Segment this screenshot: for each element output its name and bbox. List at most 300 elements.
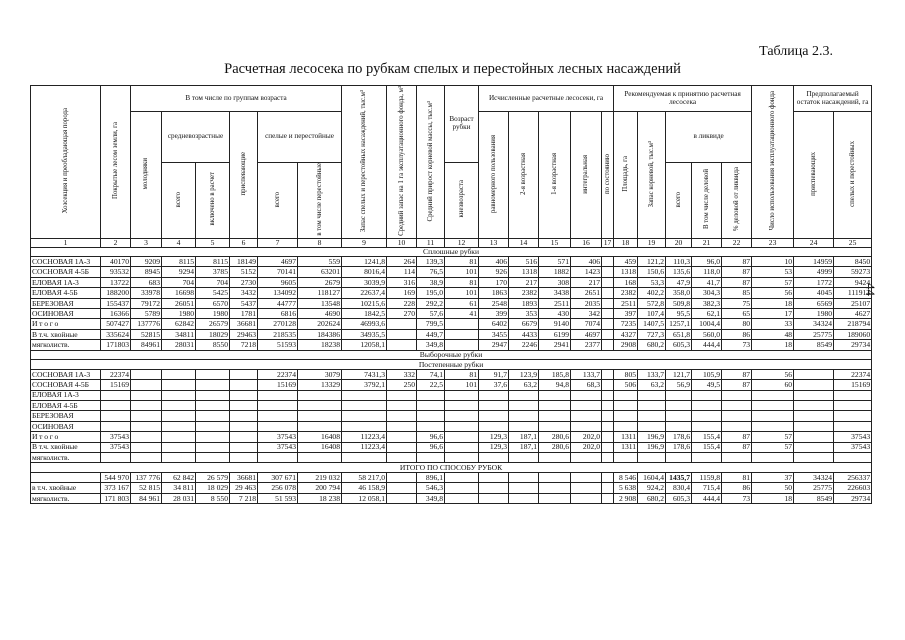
table-row: [31, 493, 872, 503]
table-cell: [387, 452, 417, 462]
table-cell: 37,6: [479, 380, 509, 390]
table-cell: 1980: [162, 309, 196, 319]
table-cell: 1004,4: [692, 319, 722, 329]
table-cell: [666, 390, 692, 400]
table-cell: [479, 390, 509, 400]
table-cell: [162, 452, 196, 462]
table-cell: [722, 421, 752, 431]
table-cell: 18029: [196, 329, 230, 339]
table-cell: 129,3: [479, 432, 509, 442]
table-cell: 9209: [131, 257, 162, 267]
table-cell: 4433: [509, 329, 539, 339]
table-cell: 353: [509, 309, 539, 319]
table-cell: 22637,4: [342, 288, 387, 298]
table-cell: 14959: [794, 257, 834, 267]
table-cell: 11223,4: [342, 442, 387, 452]
table-cell: 33: [752, 319, 794, 329]
table-cell: 50: [752, 483, 794, 493]
table-cell: 81: [445, 277, 479, 287]
table-cell: [258, 411, 298, 421]
table-cell: [752, 411, 794, 421]
table-cell: [794, 421, 834, 431]
table-cell: 200 794: [298, 483, 342, 493]
table-cell: 168: [614, 277, 638, 287]
table-cell: 2511: [539, 298, 571, 308]
col-header-19: Запас корневой, тыс.м³: [638, 112, 666, 239]
table-cell: [571, 483, 602, 493]
table-cell: [342, 390, 387, 400]
table-cell: 292,2: [417, 298, 445, 308]
col-header-1: Хозсекция и преобладающая порода: [31, 86, 101, 239]
col-header-14: 2-я возрастная: [509, 112, 539, 239]
table-row: [31, 421, 872, 431]
table-cell: [666, 452, 692, 462]
table-cell: 171803: [101, 340, 131, 350]
table-cell: 509,8: [666, 298, 692, 308]
table-row: [31, 277, 872, 287]
table-cell: [794, 452, 834, 462]
table-cell: [101, 411, 131, 421]
table-cell: 51 593: [258, 493, 298, 503]
col-header-18: Площадь, га: [614, 112, 638, 239]
table-cell: 6569: [794, 298, 834, 308]
table-cell: [479, 483, 509, 493]
column-number: 9: [342, 238, 387, 247]
table-cell: 3039,9: [342, 277, 387, 287]
table-cell: 107,4: [638, 309, 666, 319]
table-cell: 129,3: [479, 442, 509, 452]
table-cell: [342, 411, 387, 421]
table-cell: 5789: [131, 309, 162, 319]
table-cell: 1980: [794, 309, 834, 319]
table-cell: 87: [722, 442, 752, 452]
table-cell: [342, 400, 387, 410]
table-cell: 34324: [794, 319, 834, 329]
table-cell: 25775: [794, 483, 834, 493]
table-cell: 34 811: [162, 483, 196, 493]
table-cell: [417, 400, 445, 410]
table-cell: 49,5: [692, 380, 722, 390]
table-cell: 28031: [162, 340, 196, 350]
table-cell: 196,9: [638, 442, 666, 452]
table-cell: 94,8: [539, 380, 571, 390]
column-number-row: [31, 238, 872, 247]
table-cell: 65: [722, 309, 752, 319]
table-cell: 358,0: [666, 288, 692, 298]
table-cell: 87: [722, 277, 752, 287]
table-cell: 123,9: [509, 369, 539, 379]
table-cell: 34935,5: [342, 329, 387, 339]
mid-age-header: средневозрастные: [162, 112, 230, 163]
table-cell: [692, 390, 722, 400]
table-cell: 58 217,0: [342, 472, 387, 482]
table-cell: 133,7: [638, 369, 666, 379]
table-cell: 187,1: [509, 432, 539, 442]
table-cell: [509, 400, 539, 410]
table-cell: 26579: [196, 319, 230, 329]
table-cell: [834, 400, 872, 410]
table-cell: 84 961: [131, 493, 162, 503]
table-cell: 22374: [101, 369, 131, 379]
table-cell: 56: [752, 369, 794, 379]
table-cell: 8549: [794, 493, 834, 503]
table-cell: [417, 421, 445, 431]
table-cell: 169: [387, 288, 417, 298]
table-cell: [298, 411, 342, 421]
table-cell: 459: [614, 257, 638, 267]
table-cell: [539, 493, 571, 503]
table-cell: [602, 472, 614, 482]
column-number: 10: [387, 238, 417, 247]
table-cell: 6679: [509, 319, 539, 329]
table-cell: [571, 411, 602, 421]
table-cell: 29463: [230, 329, 258, 339]
table-cell: [602, 288, 614, 298]
table-cell: 57: [752, 432, 794, 442]
table-cell: [196, 400, 230, 410]
col-header-10: Средний запас на 1 га эксплуатационного фонда, м³: [387, 86, 417, 239]
table-cell: 184386: [298, 329, 342, 339]
table-cell: [571, 400, 602, 410]
table-cell: 57,6: [417, 309, 445, 319]
table-cell: 1781: [230, 309, 258, 319]
table-cell: [258, 452, 298, 462]
table-cell: 62842: [162, 319, 196, 329]
table-cell: 3792,1: [342, 380, 387, 390]
table-cell: 1980: [196, 309, 230, 319]
table-cell: [479, 411, 509, 421]
table-cell: [666, 400, 692, 410]
table-cell: 133,7: [571, 369, 602, 379]
table-cell: 5437: [230, 298, 258, 308]
table-cell: 6570: [196, 298, 230, 308]
table-row: [31, 298, 872, 308]
table-cell: 2651: [571, 288, 602, 298]
table-cell: [479, 472, 509, 482]
table-cell: 202,0: [571, 442, 602, 452]
row-label: ОСИНОВАЯ: [31, 421, 101, 431]
table-cell: 8016,4: [342, 267, 387, 277]
table-cell: 26051: [162, 298, 196, 308]
table-cell: 218794: [834, 319, 872, 329]
row-label: ЕЛОВАЯ 4-5Б: [31, 400, 101, 410]
table-cell: 37543: [258, 432, 298, 442]
table-cell: [101, 390, 131, 400]
table-cell: 53,3: [638, 277, 666, 287]
table-row: [31, 432, 872, 442]
table-cell: [602, 390, 614, 400]
table-cell: [509, 493, 539, 503]
table-cell: 96,6: [417, 442, 445, 452]
table-cell: 155437: [101, 298, 131, 308]
table-cell: [387, 411, 417, 421]
column-number: 20: [666, 238, 692, 247]
table-cell: [342, 452, 387, 462]
table-cell: [794, 411, 834, 421]
table-cell: [298, 452, 342, 462]
table-cell: [834, 452, 872, 462]
table-cell: 280,6: [539, 432, 571, 442]
table-cell: 37: [752, 472, 794, 482]
table-cell: 170: [479, 277, 509, 287]
table-cell: 605,3: [666, 493, 692, 503]
table-cell: [131, 400, 162, 410]
table-cell: 6199: [539, 329, 571, 339]
table-cell: [342, 421, 387, 431]
table-cell: [445, 329, 479, 339]
table-cell: 335624: [101, 329, 131, 339]
table-cell: 86: [722, 483, 752, 493]
table-cell: [834, 411, 872, 421]
table-cell: [752, 390, 794, 400]
table-cell: 1159,8: [692, 472, 722, 482]
col-header-24: приспевающих: [794, 112, 834, 239]
table-cell: 256337: [834, 472, 872, 482]
table-cell: 74,1: [417, 369, 445, 379]
table-cell: 68,3: [571, 380, 602, 390]
table-cell: 507427: [101, 319, 131, 329]
table-cell: [722, 400, 752, 410]
table-cell: 171 803: [101, 493, 131, 503]
col-header-25: спелых и перестойных: [834, 112, 872, 239]
table-cell: 62 842: [162, 472, 196, 482]
ripe-header: спелые и перестойные: [258, 112, 342, 163]
row-label: СОСНОВАЯ 4-5Б: [31, 380, 101, 390]
table-label: Таблица 2.3.: [759, 44, 833, 59]
table-cell: 402,2: [638, 288, 666, 298]
table-row: [31, 390, 872, 400]
table-cell: 118127: [298, 288, 342, 298]
table-cell: 397: [614, 309, 638, 319]
table-cell: 189060: [834, 329, 872, 339]
table-cell: 8450: [834, 257, 872, 267]
column-number: 6: [230, 238, 258, 247]
table-cell: 26 579: [196, 472, 230, 482]
table-cell: [131, 390, 162, 400]
table-cell: [602, 257, 614, 267]
table-cell: 264: [387, 257, 417, 267]
table-cell: 53: [752, 267, 794, 277]
table-cell: 73: [722, 493, 752, 503]
table-cell: 48: [752, 329, 794, 339]
table-cell: [692, 411, 722, 421]
table-cell: 63201: [298, 267, 342, 277]
table-cell: [602, 400, 614, 410]
table-cell: [196, 452, 230, 462]
table-cell: 134092: [258, 288, 298, 298]
table-cell: 8115: [196, 257, 230, 267]
calc-header: Исчисленные расчетные лесосеки, га: [479, 86, 614, 112]
table-cell: [387, 390, 417, 400]
table-row: [31, 340, 872, 350]
section-title: Постепенные рубки: [31, 360, 872, 370]
table-cell: 308: [539, 277, 571, 287]
table-cell: 444,4: [692, 340, 722, 350]
page-number: 44: [863, 283, 878, 296]
table-cell: [614, 421, 638, 431]
table-cell: 95,5: [666, 309, 692, 319]
age-logging-header: Возраст рубки: [445, 86, 479, 163]
table-cell: [602, 277, 614, 287]
table-cell: [602, 380, 614, 390]
table-cell: [602, 267, 614, 277]
table-cell: [752, 400, 794, 410]
table-cell: 704: [162, 277, 196, 287]
row-label: СОСНОВАЯ 4-5Б: [31, 267, 101, 277]
table-cell: 63,2: [509, 380, 539, 390]
table-cell: [196, 432, 230, 442]
table-cell: 13722: [101, 277, 131, 287]
table-cell: [162, 442, 196, 452]
table-cell: 56,9: [666, 380, 692, 390]
table-cell: 51593: [258, 340, 298, 350]
table-cell: [445, 493, 479, 503]
table-cell: 8945: [131, 267, 162, 277]
column-number: 4: [162, 238, 196, 247]
table-cell: [539, 400, 571, 410]
table-cell: 121,7: [666, 369, 692, 379]
table-cell: [445, 400, 479, 410]
table-cell: [539, 452, 571, 462]
table-cell: [602, 340, 614, 350]
table-cell: 830,4: [666, 483, 692, 493]
table-cell: 572,8: [638, 298, 666, 308]
table-cell: [445, 340, 479, 350]
table-cell: 3079: [298, 369, 342, 379]
table-cell: 2548: [479, 298, 509, 308]
recommended-header: Рекомендуемая к принятию расчетная лесосека: [614, 86, 752, 112]
table-cell: 29 463: [230, 483, 258, 493]
table-cell: 399: [479, 309, 509, 319]
table-cell: 406: [479, 257, 509, 267]
table-cell: [387, 442, 417, 452]
table-cell: 121,2: [638, 257, 666, 267]
table-cell: 349,8: [417, 340, 445, 350]
section-title: Сплошные рубки: [31, 247, 872, 257]
table-cell: [445, 442, 479, 452]
table-cell: 1893: [509, 298, 539, 308]
table-cell: 680,2: [638, 493, 666, 503]
section-row: [31, 360, 872, 370]
table-cell: 217: [571, 277, 602, 287]
table-cell: 18 238: [298, 493, 342, 503]
table-cell: [230, 442, 258, 452]
table-cell: [387, 400, 417, 410]
row-label: [31, 472, 101, 482]
table-row: [31, 483, 872, 493]
table-cell: [230, 432, 258, 442]
table-cell: 25107: [834, 298, 872, 308]
table-cell: [602, 309, 614, 319]
table-cell: [162, 432, 196, 442]
table-cell: 5152: [230, 267, 258, 277]
table-cell: 73: [722, 340, 752, 350]
table-cell: 9605: [258, 277, 298, 287]
table-cell: [602, 493, 614, 503]
table-cell: [722, 390, 752, 400]
table-cell: [230, 400, 258, 410]
table-cell: [752, 421, 794, 431]
table-cell: [692, 452, 722, 462]
table-cell: [602, 298, 614, 308]
row-label: В т.ч. хвойные: [31, 329, 101, 339]
table-cell: 46993,6: [342, 319, 387, 329]
table-cell: 430: [539, 309, 571, 319]
table-cell: 8115: [162, 257, 196, 267]
table-cell: 2377: [571, 340, 602, 350]
table-cell: [131, 380, 162, 390]
table-cell: 178,6: [666, 432, 692, 442]
table-cell: [131, 452, 162, 462]
table-cell: 40170: [101, 257, 131, 267]
table-row: [31, 267, 872, 277]
table-cell: 178,6: [666, 442, 692, 452]
table-cell: 1772: [794, 277, 834, 287]
table-body: [31, 238, 872, 504]
col-header-23: Число использования эксплуатационного фонда: [752, 86, 794, 239]
table-cell: 3432: [230, 288, 258, 298]
table-cell: 715,4: [692, 483, 722, 493]
table-cell: 2908: [614, 340, 638, 350]
table-cell: 2730: [230, 277, 258, 287]
table-cell: 81: [722, 472, 752, 482]
table-cell: 96,0: [692, 257, 722, 267]
table-cell: 16408: [298, 432, 342, 442]
table-cell: 91,7: [479, 369, 509, 379]
table-cell: 93532: [101, 267, 131, 277]
table-cell: 34324: [794, 472, 834, 482]
table-cell: [417, 411, 445, 421]
table-cell: 218535: [258, 329, 298, 339]
row-label: мягколиств.: [31, 452, 101, 462]
table-cell: [794, 390, 834, 400]
table-cell: [445, 483, 479, 493]
table-cell: 155,4: [692, 432, 722, 442]
table-cell: 1423: [571, 267, 602, 277]
table-cell: 307 671: [258, 472, 298, 482]
table-cell: 605,3: [666, 340, 692, 350]
table-cell: 81: [445, 369, 479, 379]
table-cell: [571, 472, 602, 482]
table-cell: [602, 369, 614, 379]
table-cell: 2511: [614, 298, 638, 308]
table-cell: 9424: [834, 277, 872, 287]
table-cell: 2246: [509, 340, 539, 350]
table-cell: 101: [445, 288, 479, 298]
col-header-2: Покрытые лесом земли, га: [101, 86, 131, 239]
table-cell: [162, 380, 196, 390]
table-cell: 110,3: [666, 257, 692, 267]
table-cell: 150,6: [638, 267, 666, 277]
table-cell: 280,6: [539, 442, 571, 452]
section-row: [31, 463, 872, 473]
table-cell: [602, 452, 614, 462]
table-cell: 63,2: [638, 380, 666, 390]
table-cell: 1257,1: [666, 319, 692, 329]
table-cell: 250: [387, 380, 417, 390]
table-cell: 9294: [162, 267, 196, 277]
table-cell: 16408: [298, 442, 342, 452]
col-header-21: В том числе деловой: [692, 162, 722, 238]
column-number: 5: [196, 238, 230, 247]
table-cell: 87: [722, 369, 752, 379]
column-number: 11: [417, 238, 445, 247]
table-cell: [196, 442, 230, 452]
table-cell: 304,3: [692, 288, 722, 298]
table-cell: 5425: [196, 288, 230, 298]
liquid-header: в ликвиде: [666, 112, 752, 163]
table-cell: [196, 369, 230, 379]
